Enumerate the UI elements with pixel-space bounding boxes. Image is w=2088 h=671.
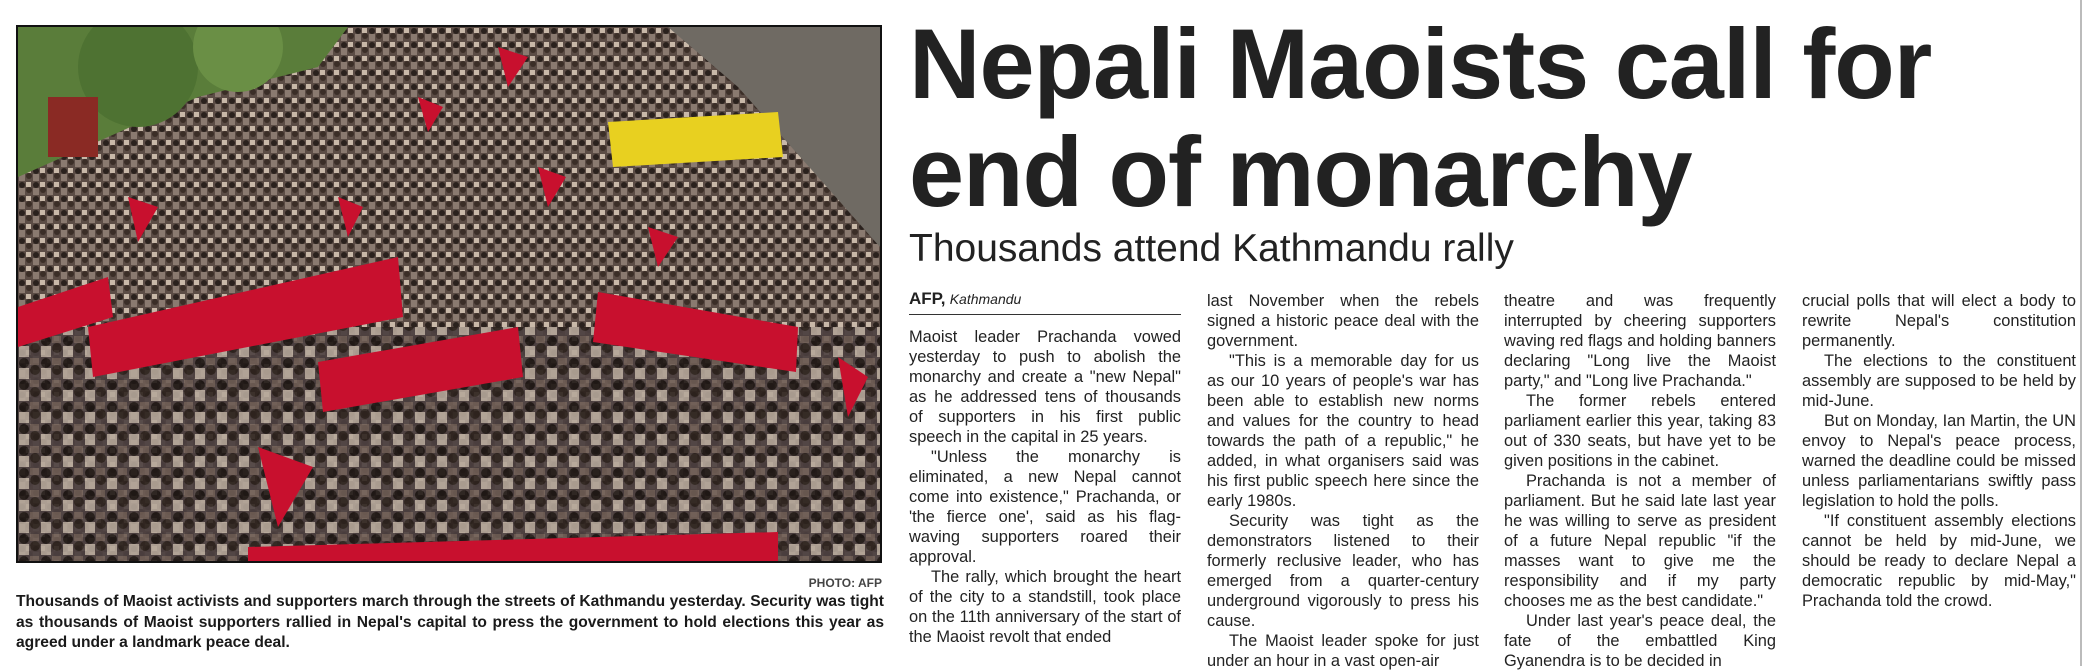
article-paragraph: "This is a memorable day for us as our 10 years of people's war has been able to establish new norms and values for the country to head towards the path of a republic," he added, in what organisers said was his first public speech here since the early 1980s. bbox=[1207, 352, 1479, 510]
subheadline: Thousands attend Kathmandu rally bbox=[909, 227, 1514, 270]
article-column-1 bbox=[909, 289, 1181, 647]
article-paragraph: Maoist leader Prachanda vowed yesterday to push to abolish the monarchy and create a "new Nepal" as he addressed tens of thousands of supporters in his first public speech in the capital in 25 years. bbox=[909, 328, 1181, 446]
article-paragraph: Under last year's peace deal, the fate of the embattled King Gyanendra is to be decided in bbox=[1504, 612, 1776, 670]
article-paragraph: Security was tight as the demonstrators listened to their formerly reclusive leader, who has emerged from a quarter-century underground vigorously to press his cause. bbox=[1207, 512, 1479, 630]
column-body bbox=[909, 327, 1181, 647]
article-column-3 bbox=[1504, 291, 1776, 671]
byline-place: Kathmandu bbox=[949, 291, 1022, 307]
article-paragraph: The elections to the constituent assembly are supposed to be held by mid-June. bbox=[1802, 352, 2076, 410]
article-paragraph: "If constituent assembly elections cannot be held by mid-June, we should be ready to declare Nepal a democratic republic by mid-May," Prachanda told the crowd. bbox=[1802, 512, 2076, 610]
article-paragraph: "Unless the monarchy is eliminated, a new Nepal cannot come into existence," Prachanda, or 'the fierce one', said as his flag-waving supporters roared their approval. bbox=[909, 448, 1181, 566]
photo-caption: Thousands of Maoist activists and supporters march through the streets of Kathmandu yesterday. Security was tight as thousands of Maoist supporters rallied in Nepal's capital to press the government to hold elections this year as agreed under a landmark peace deal. bbox=[16, 593, 884, 651]
article-paragraph: last November when the rebels signed a historic peace deal with the government. bbox=[1207, 292, 1479, 350]
article-paragraph: But on Monday, Ian Martin, the UN envoy to Nepal's peace process, warned the deadline could be missed unless parliamentarians swiftly pass legislation to hold the polls. bbox=[1802, 412, 2076, 510]
article-column-4 bbox=[1802, 291, 2076, 611]
article-paragraph: The rally, which brought the heart of the city to a standstill, took place on the 11th anniversary of the start of the Maoist revolt that ended bbox=[909, 568, 1181, 646]
article-paragraph: Prachanda is not a member of parliament. But he said late last year he was willing to serve as president of a future Nepal republic "if the masses want to give me the responsibility and if my party chooses me as the best candidate." bbox=[1504, 472, 1776, 610]
page-edge-rule bbox=[2080, 0, 2082, 666]
photo-credit: PHOTO: AFP bbox=[808, 576, 882, 590]
article-paragraph: theatre and was frequently interrupted by cheering supporters waving red flags and holding banners declaring "Long live the Maoist party," and "Long live Prachanda." bbox=[1504, 292, 1776, 390]
byline-source: AFP, bbox=[909, 289, 946, 308]
column-body bbox=[1802, 291, 2076, 611]
column-body bbox=[1207, 291, 1479, 671]
article-column-2 bbox=[1207, 291, 1479, 671]
byline bbox=[909, 289, 1181, 315]
photo-illustration bbox=[18, 27, 880, 561]
headline: Nepali Maoists call for end of monarchy bbox=[909, 8, 1932, 227]
article-paragraph: crucial polls that will elect a body to rewrite Nepal's constitution permanently. bbox=[1802, 292, 2076, 350]
article-paragraph: The former rebels entered parliament earlier this year, taking 83 out of 330 seats, but have yet to be given positions in the cabinet. bbox=[1504, 392, 1776, 470]
column-body bbox=[1504, 291, 1776, 671]
crowd-march-photo bbox=[16, 25, 882, 563]
article-paragraph: The Maoist leader spoke for just under an hour in a vast open-air bbox=[1207, 632, 1479, 670]
